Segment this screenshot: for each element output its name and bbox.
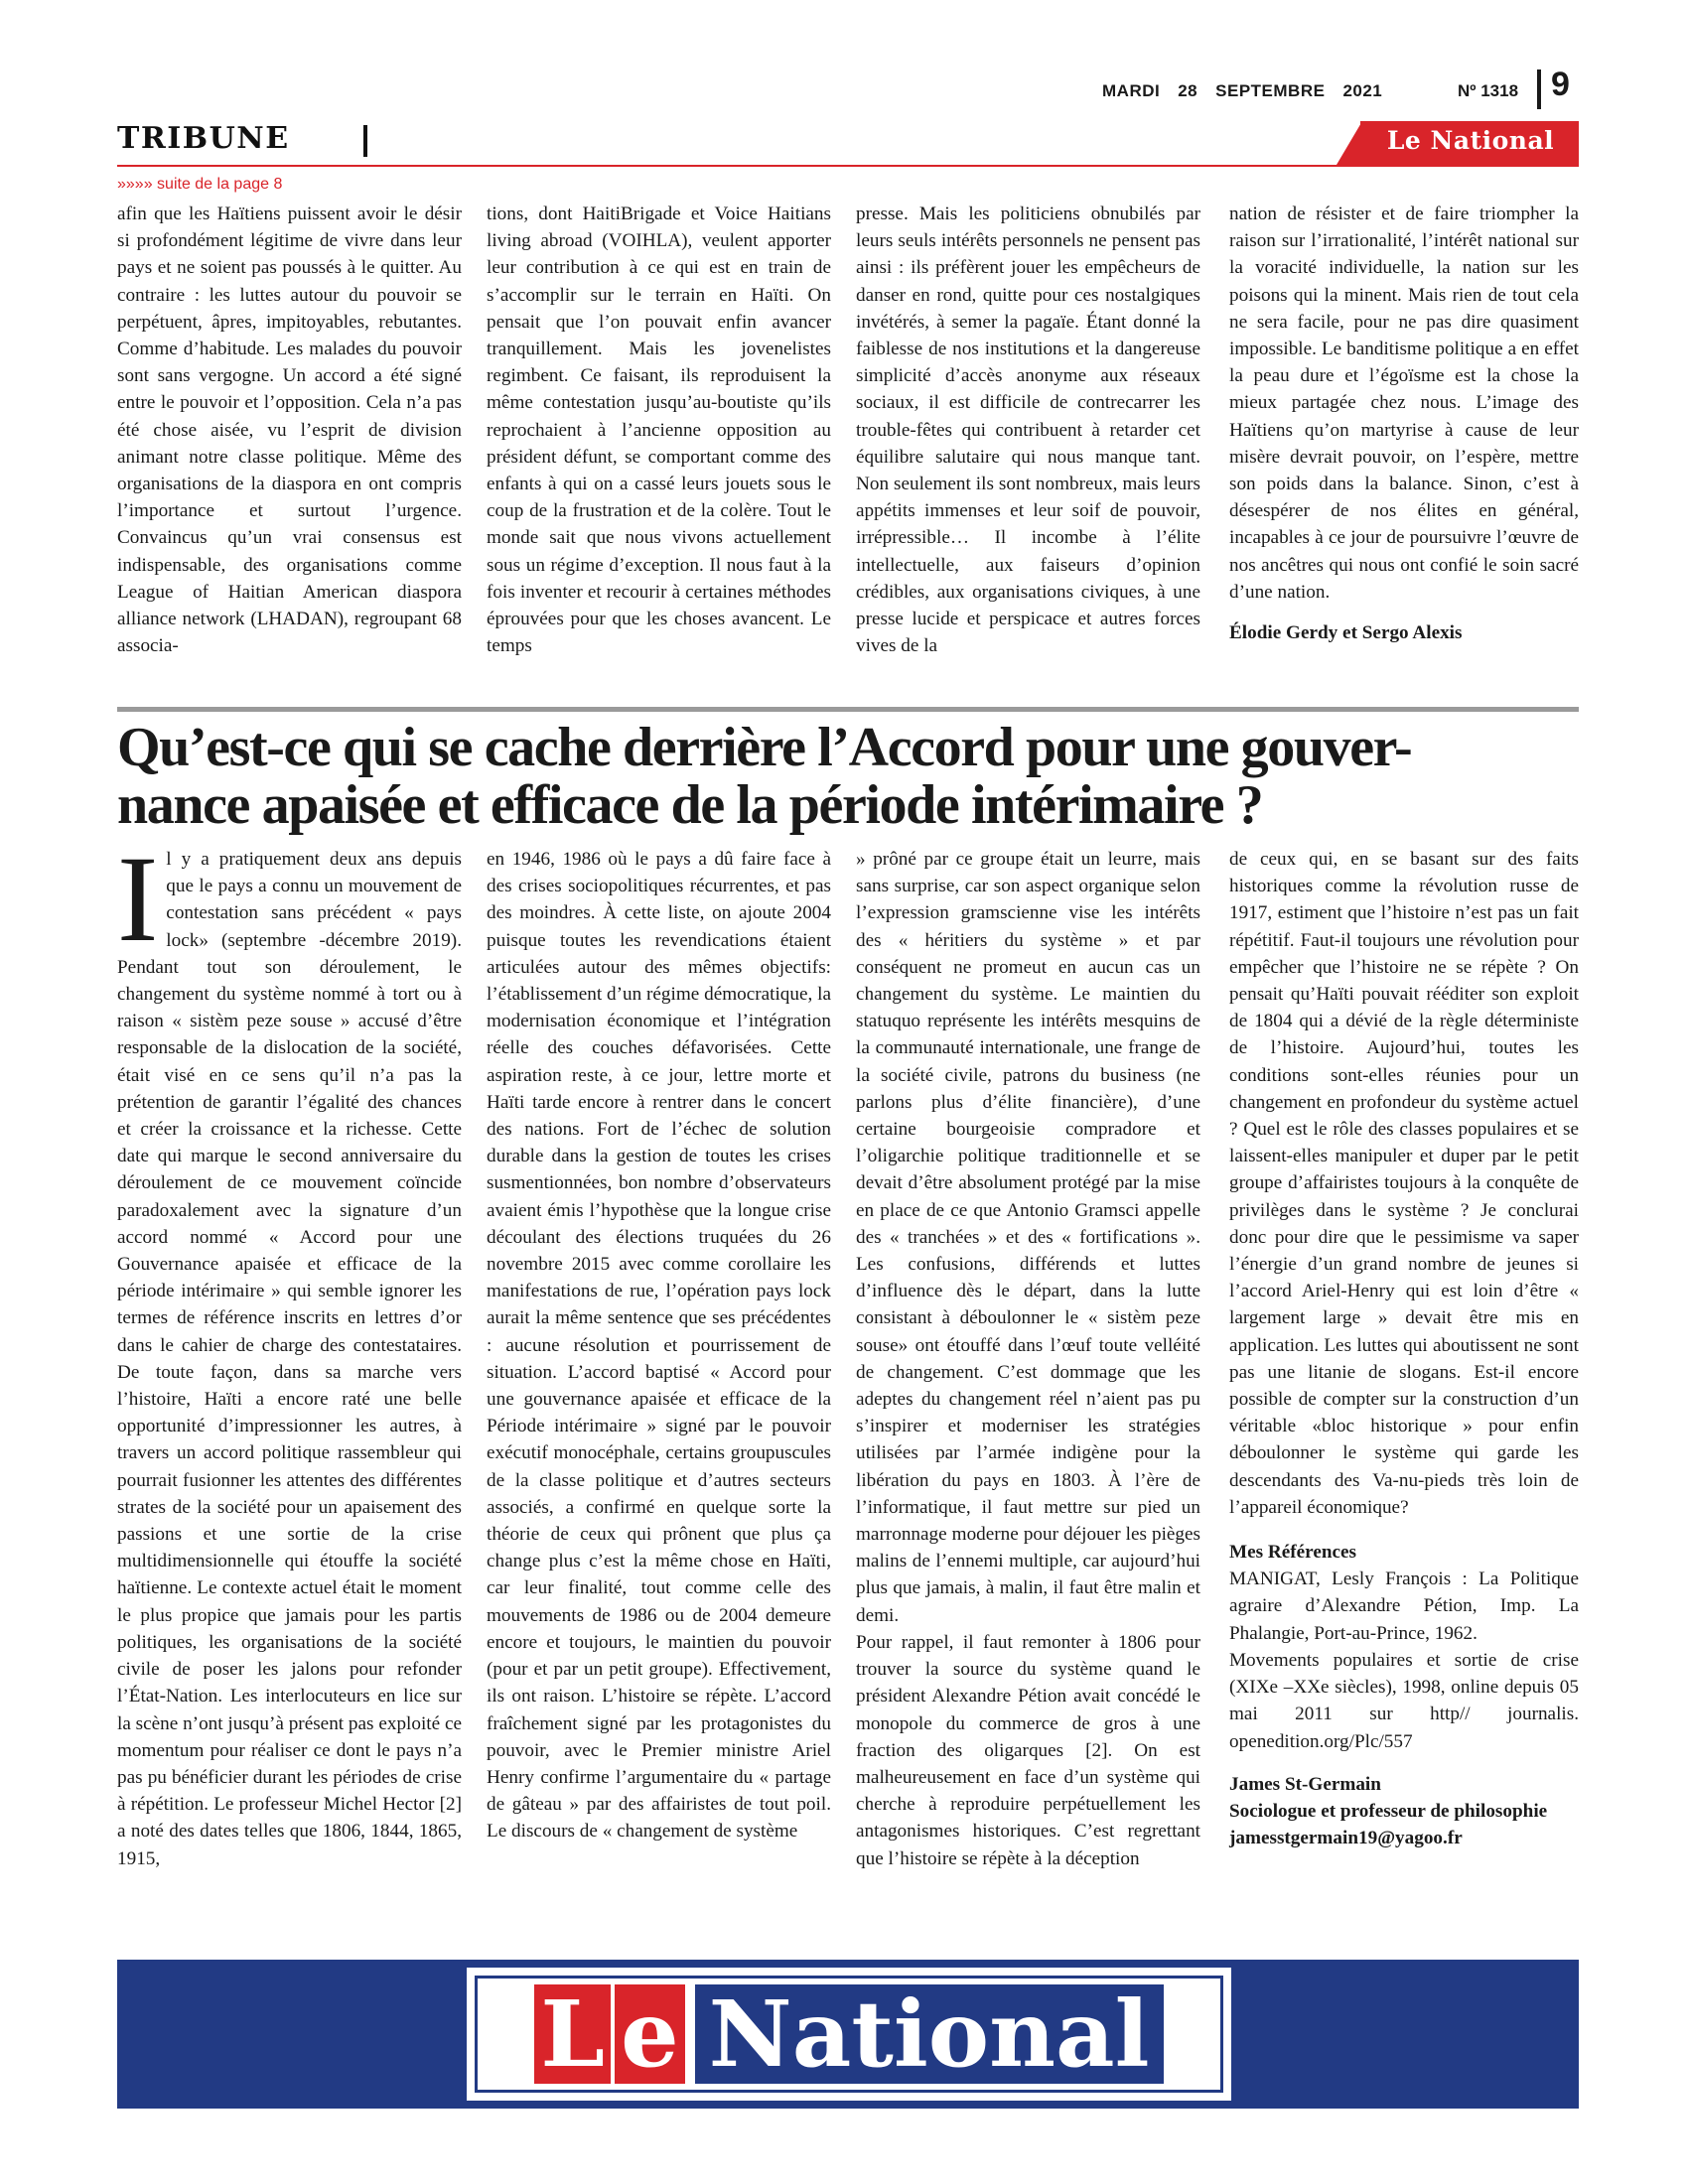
article2-paragraph: de ceux qui, en se basant sur des faits historiques comme la révolution russe de 1917, estiment que l’histoire n’est pas un fait répétitif. Faut-il toujours une révolution pour empêcher que l’histoire ne se répète ? On pensait qu’Haïti pouvait rééditer son exploit de 1804 qui a dévié de la règle déterministe de l’histoire. Aujourd’hui, toutes les conditions sont-elles réunies pour un changement en profondeur du système actuel ? Quel est le rôle des classes populaires et se laissent-elles manipuler et duper par le petit groupe d’affairistes toujours à la conquête de privilèges dans le système ? Je conclurai donc pour dire que le pessimisme va saper l’énergie d’un grand nombre de jeunes si l’accord Ariel-Henry qui est loin d’être « largement large » devait être mis en application. Les luttes qui aboutissent ne sont pas une litanie de slogans. Est-il encore possible de compter sur la construction d’un véritable «bloc historique » pour enfin déboulonner le système qui garde les descendants des Va-nu-pieds très loin de l’appareil économique?: [1229, 849, 1579, 1518]
headline-line-2: nance apaisée et efficace de la période intérimaire ?: [117, 774, 1263, 836]
article1-paragraph: presse. Mais les politiciens obnubilés par leurs seuls intérêts personnels ne pensent pas ainsi : ils préfèrent jouer les empêcheurs de danser en rond, quitte pour ces nostalgiques invétérés, à semer la pagaïe. Étant donné la faiblesse de nos institutions et la dangereuse simplicité d’accès anonyme aux réseaux sociaux, il est difficile de contrecarrer les trouble-fêtes qui contribuent à retarder cet équilibre salutaire qui nous manque tant. Non seulement ils sont nombreux, mais leurs appétits immenses et leur soif de pouvoir, irrépressible… Il incombe à l’élite intellectuelle, aux faiseurs d’opinion crédibles, aux organisations civiques, à une presse lucide et perspicace et autres forces vives de la: [856, 204, 1200, 657]
article2-paragraph: en 1946, 1986 où le pays a dû faire face à des crises sociopolitiques récurrentes, et pas des moindres. À cette liste, on ajoute 2004 puisque toutes les revendications étaient articulées autour des mêmes objectifs: l’établissement d’un régime démocratique, la modernisation économique et l’intégration réelle des couches défavorisées. Cette aspiration reste, à ce jour, lettre morte et Haïti tarde encore à rentrer dans le concert des nations. Fort de l’échec de solution durable dans la gestion de toutes les crises susmentionnées, bon nombre d’observateurs avaient émis l’hypothèse que la longue crise découlant des élections truquées du 26 novembre 2015 avec comme corollaire les manifestations de rue, l’opération pays lock aurait la même sentence que ses précédentes : aucune résolution et pourrissement de situation. L’accord baptisé « Accord pour une gouvernance apaisée et efficace de la Période intérimaire » signé par le pouvoir exécutif monocéphale, certains groupuscules de la classe politique et d’autres secteurs associés, a confirmé en quelque sorte la théorie de ceux qui prônent que plus ça change plus c’est la même chose en Haïti, car leur finalité, tout comme celle des mouvements de 1986 ou de 2004 demeure encore et toujours, le maintien du pouvoir (pour et par un petit groupe). Effectivement, ils ont raison. L’histoire se répète. L’accord fraîchement signé par les protagonistes du pouvoir, avec le Premier ministre Ariel Henry confirme l’argumentaire du « partage de gâteau » par des affairistes de tout poil. Le discours de « changement de système: [487, 849, 831, 1843]
date-day: MARDI: [1102, 81, 1161, 100]
article1-column-4: [1229, 201, 1579, 646]
article-separator: [117, 707, 1579, 712]
references-title: Mes Références: [1229, 1542, 1357, 1564]
logo-letter-l: L: [534, 1984, 611, 2084]
article1-signature: Élodie Gerdy et Sergo Alexis: [1229, 622, 1463, 644]
author-email: jamesstgermain19@yagoo.fr: [1229, 1828, 1463, 1849]
article2-column-4: [1229, 846, 1579, 1851]
page-number-divider: [1537, 69, 1541, 109]
page-number: 9: [1551, 66, 1570, 103]
section-title-divider: [363, 125, 367, 157]
article1-column-3: [856, 201, 1200, 659]
date-month: SEPTEMBRE: [1215, 81, 1326, 100]
reference-item: MANIGAT, Lesly François : La Politique agraire d’Alexandre Pétion, Imp. La Phalangie, Port-au-Prince, 1962.: [1229, 1569, 1579, 1644]
article1-paragraph: afin que les Haïtiens puissent avoir le désir si profondément légitime de vivre dans leur pays et ne soient pas poussés à le quitter. Au contraire : les luttes autour du pouvoir se perpétuent, âpres, impitoyables, rebutantes. Comme d’habitude. Les malades du pouvoir sont sans vergogne. Un accord a été signé entre le pouvoir et l’opposition. Cela n’a pas été chose aisée, vu l’esprit de division animant notre classe politique. Même des organisations de la diaspora en ont compris l’importance et surtout l’urgence. Convaincus qu’un vrai consensus est indispensable, des organisations comme League of Haitian American diaspora alliance network (LHADAN), regroupant 68 associa-: [117, 204, 462, 657]
brand-name: Le National: [1386, 126, 1555, 155]
article2-column-2: [487, 846, 831, 1845]
article2-column-3: [856, 846, 1200, 1872]
reference-item: Movements populaires et sortie de crise (XIXe –XXe siècles), 1998, online depuis 05 mai 2011 sur http// journalis. openedition.org/Plc/557: [1229, 1649, 1579, 1752]
issue-number: Nº 1318: [1458, 81, 1519, 100]
logo-word-national: National: [695, 1984, 1164, 2084]
header-rule: [117, 165, 1579, 167]
author-name: James St-Germain: [1229, 1773, 1381, 1795]
issue-date: [1102, 81, 1400, 101]
date-number: 28: [1178, 81, 1198, 100]
drop-cap: I: [117, 831, 159, 967]
brand-band-corner: [1336, 121, 1362, 165]
article2-paragraph: Pour rappel, il faut remonter à 1806 pour trouver la source du système quand le président Alexandre Pétion avait concédé le monopole du commerce de gros à une fraction des oligarques [2]. On est malheureusement en face d’un système qui cherche à reproduire perpétuellement les antagonismes historiques. C’est regrettant que l’histoire se répète à la déception: [856, 1631, 1200, 1869]
continued-from-note: »»»» suite de la page 8: [117, 176, 283, 193]
article2-paragraph: » prôné par ce groupe était un leurre, mais sans surprise, car son aspect organique selon l’expression gramscienne vise les intérêts des « héritiers du système » et par conséquent ne promeut en aucun cas un changement du système. Le maintien du statuquo représente les intérêts mesquins de la communauté internationale, une frange de la société civile, patrons du business (ne parlons plus d’élite financière), d’une certaine bourgeoisie compradore et l’oligarchie politique traditionnelle et se devait d’être absolument protégé par la mise en place de ce que Antonio Gramsci appelle des « tranchées » et des « fortifications ». Les confusions, différends et luttes d’influence dès le départ, dans la lutte consistant à déboulonner le « sistèm peze souse» ont étouffé dans l’œuf toute velléité de changement. C’est dommage que les adeptes du changement réel n’aient pas pu s’inspirer et moderniser les stratégies utilisées par l’armée indigène pour la libération du pays en 1803. À l’ère de l’informatique, il faut mettre sur pied un marronnage moderne pour déjouer les pièges malins de l’ennemi multiple, car aujourd’hui plus que jamais, à malin, il faut être malin et demi.: [856, 849, 1200, 1626]
article2-column-1: [117, 831, 462, 1872]
article1-paragraph: nation de résister et de faire triompher la raison sur l’irrationalité, l’intérêt national sur la voracité individuelle, la nation sur les poisons qui la minent. Mais rien de tout cela ne sera facile, pour ne pas dire quasiment impossible. Le banditisme politique a en effet la peau dure et l’égoïsme est la chose la mieux partagée chez nous. L’image des Haïtiens qu’on martyrise à cause de leur misère devrait pouvoir, on l’espère, mettre son poids dans la balance. Sinon, c’est à désespérer de nos élites en général, incapables à ce jour de poursuivre l’œuvre de nos ancêtres qui nous ont confié le soin sacré d’une nation.: [1229, 204, 1579, 603]
article2-paragraph: l y a pratiquement deux ans depuis que le pays a connu un mouvement de contestation sans précédent « pays lock» (septembre -décembre 2019). Pendant tout son déroulement, le changement du système nommé à tort ou à raison « sistèm peze souse » accusé d’être responsable de la dislocation de la société, était visé en ce sens qu’il n’a pas la prétention de garantir l’égalité des chances et créer la croissance et la richesse. Cette date qui marque le second anniversaire du déroulement de ce mouvement coïncide paradoxalement avec la signature d’un accord nommé « Accord pour une Gouvernance apaisée et efficace de la période intérimaire » qui semble ignorer les termes de référence inscrits en lettres d’or dans le cahier de charge des contestataires. De toute façon, dans sa marche vers l’histoire, Haïti a encore raté une belle opportunité d’impressionner les autres, à travers un accord politique rassembleur qui pourrait fusionner les attentes des différentes strates de la société pour un apaisement des passions et une sortie de la crise multidimensionnelle qui étouffe la société haïtienne. Le contexte actuel était le moment le plus propice que jamais pour les partis politiques, les organisations de la société civile de poser les jalons pour refonder l’État-Nation. Les interlocuteurs en lice sur la scène n’ont jusqu’à présent pas exploité ce momentum pour réaliser ce dont le pays n’a pas pu bénéficier durant les périodes de crise à répétition. Le professeur Michel Hector [2] a noté des dates telles que 1806, 1844, 1865, 1915,: [117, 849, 462, 1869]
headline-line-1: Qu’est-ce qui se cache derrière l’Accord pour une gouver-: [117, 717, 1412, 778]
logo-letter-e: e: [615, 1984, 685, 2084]
section-title: TRIBUNE: [117, 121, 290, 156]
date-year: 2021: [1342, 81, 1383, 100]
author-title: Sociologue et professeur de philosophie: [1229, 1800, 1548, 1822]
article1-column-2: [487, 201, 831, 659]
footer-logo: [467, 1968, 1231, 2101]
article1-column-1: [117, 201, 462, 659]
article2-headline: [117, 719, 1587, 834]
article1-paragraph: tions, dont HaitiBrigade et Voice Haitians living abroad (VOIHLA), veulent apporter leur contribution à ce qui est en train de s’accomplir sur le terrain en Haïti. On pensait que l’on pouvait enfin avancer tranquillement. Mais les jovenelistes regimbent. Ce faisant, ils reproduisent la même contestation jusqu’au-boutiste qu’ils reprochaient à l’ancienne opposition au président défunt, se comportant comme des enfants à qui on a cassé leurs jouets sous le coup de la frustration et de la colère. Tout le monde sait que nous vivons actuellement sous un régime d’exception. Il nous faut à la fois inventer et recourir à certaines méthodes éprouvées pour que les choses avancent. Le temps: [487, 204, 831, 657]
